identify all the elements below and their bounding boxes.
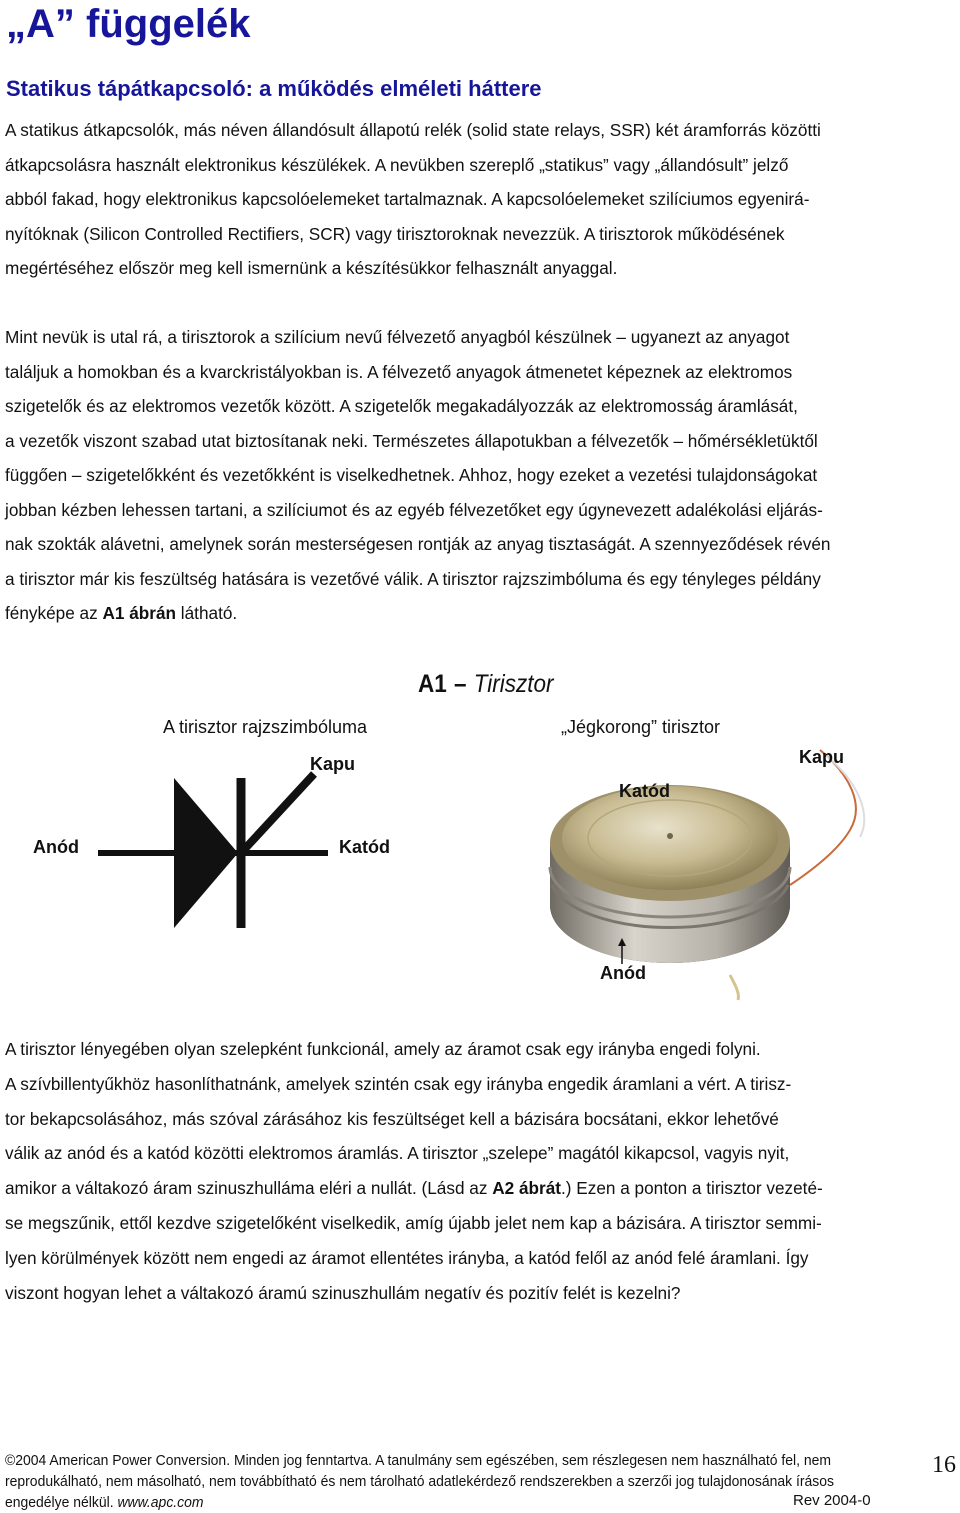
footer-line: reprodukálható, nem másolható, nem továbbítható és nem tárolható adatlekérdező rendszerekben a szerzői jog tulajdonosának írásos bbox=[5, 1473, 834, 1490]
thyristor-symbol-diagram bbox=[88, 760, 348, 930]
text-line: válik az anód és a katód közötti elektromos áramlás. A tirisztor „szelepe” magától kikapcsol, vagyis nyit, bbox=[5, 1143, 790, 1164]
photo-cathode-label: Katód bbox=[619, 781, 670, 801]
text-line: megértéséhez először meg kell ismernünk a készítésükkor felhasznált anyaggal. bbox=[5, 258, 618, 278]
photo-caption: „Jégkorong” tirisztor bbox=[561, 717, 721, 737]
text-line: Mint nevük is utal rá, a tirisztorok a szilícium nevű félvezető anyagból készülnek – ugyanezt az anyagot bbox=[5, 327, 790, 347]
text-run: amikor a váltakozó áram szinuszhulláma eléri a nullát. (Lásd az bbox=[5, 1178, 493, 1199]
photo-gate-label: Kapu bbox=[799, 747, 844, 767]
figure-dash: – bbox=[453, 670, 467, 698]
puck-center-hole bbox=[667, 833, 673, 839]
footer-line: ©2004 American Power Conversion. Minden jog fenntartva. A tanulmány sem egészében, sem részlegesen nem használható fel, nem bbox=[5, 1452, 832, 1469]
revision-label: Rev 2004-0 bbox=[793, 1492, 871, 1509]
text-line: nyítóknak (Silicon Controlled Rectifiers, SCR) vagy tirisztoroknak nevezzük. A tirisztorok működésének bbox=[5, 223, 785, 244]
text-line: abból fakad, hogy elektronikus kapcsolóelemeket tartalmaznak. A kapcsolóelemeket szilíciumos egyenirá- bbox=[5, 189, 810, 209]
symbol-gate-label: Kapu bbox=[310, 754, 355, 774]
figure-number: A1 bbox=[418, 670, 447, 698]
text-line: a tirisztor már kis feszültség hatására is vezetővé válik. A tirisztor rajzszimbóluma és egy tényleges példány bbox=[5, 568, 821, 589]
figure-reference: A2 ábrát bbox=[492, 1178, 561, 1199]
text-line: A tirisztor lényegében olyan szelepként funkcionál, amely az áramot csak egy irányba engedi folyni. bbox=[5, 1039, 761, 1059]
text-line: függően – szigetelőkként és vezetőkként is viselkedhetnek. Ahhoz, hogy ezeket a vezetési tulajdonságokat bbox=[5, 465, 818, 485]
symbol-gate-lead bbox=[241, 774, 314, 853]
page-number: 16 bbox=[932, 1452, 956, 1478]
anode-lead bbox=[730, 975, 738, 1000]
figure-reference: A1 ábrán bbox=[102, 603, 177, 623]
symbol-caption: A tirisztor rajzszimbóluma bbox=[163, 717, 368, 737]
text-line: átkapcsolásra használt elektronikus készülékek. A nevükben szereplő „statikus” vagy „állandósult” jelző bbox=[5, 154, 789, 175]
text-line bbox=[5, 1171, 960, 1206]
text-line: jobban kézben lehessen tartani, a szilíciumot és az egyéb félvezetőket egy úgynevezett adalékolási eljárás- bbox=[5, 499, 823, 520]
footer-copyright bbox=[5, 1450, 885, 1513]
text-line: szigetelők és az elektromos vezetők között. A szigetelők megakadályozzák az elektromosság áramlását, bbox=[5, 396, 798, 416]
appendix-title: „A” függelék bbox=[6, 2, 251, 46]
footer-text: engedélye nélkül. bbox=[5, 1494, 118, 1511]
up-arrow-icon bbox=[614, 937, 630, 965]
text-run: látható. bbox=[176, 603, 238, 623]
footer-url-link[interactable]: www.apc.com bbox=[117, 1494, 204, 1511]
symbol-anode-label: Anód bbox=[33, 837, 79, 857]
paragraph-valve bbox=[5, 1032, 960, 1310]
text-line: A szívbillentyűkhöz hasonlíthatnánk, amelyek szintén csak egy irányba engedik áramlani a vért. A tirisz- bbox=[5, 1073, 792, 1094]
gate-wire bbox=[790, 750, 856, 885]
symbol-triangle bbox=[174, 778, 238, 928]
figure-name: Tirisztor bbox=[473, 670, 554, 698]
section-subtitle: Statikus tápátkapcsoló: a működés elméleti háttere bbox=[6, 76, 542, 101]
text-run: .) Ezen a ponton a tirisztor vezeté- bbox=[560, 1178, 823, 1199]
text-line: A statikus átkapcsolók, más néven állandósult állapotú relék (solid state relays, SSR) két áramforrás közötti bbox=[5, 120, 821, 140]
text-line bbox=[5, 596, 960, 631]
text-line: se megszűnik, ettől kezdve szigetelőként viselkedik, amíg újabb jelet nem kap a bázisára. A tirisztor semmi- bbox=[5, 1212, 822, 1233]
text-line: lyen körülmények között nem engedi az áramot ellentétes irányba, a katód felől az anód felé áramlani. Így bbox=[5, 1247, 809, 1268]
text-line: nak szokták alávetni, amelynek során mesterségesen rontják az anyag tisztaságát. A szennyeződések révén bbox=[5, 534, 831, 554]
text-line: találjuk a homokban és a kvarckristályokban is. A félvezető anyagok átmenetet képeznek az elektromos bbox=[5, 361, 793, 382]
hockey-puck-thyristor-photo bbox=[520, 735, 880, 1005]
text-line: a vezetők viszont szabad utat biztosítanak neki. Természetes állapotukban a félvezetők – hőmérsékletüktől bbox=[5, 430, 818, 451]
symbol-cathode-label: Katód bbox=[339, 837, 390, 857]
paragraph-semiconductor bbox=[5, 320, 960, 631]
photo-anode-label: Anód bbox=[600, 963, 646, 983]
footer-line bbox=[5, 1492, 823, 1513]
text-line: viszont hogyan lehet a váltakozó áramú szinuszhullám negatív és pozitív felét is kezelni? bbox=[5, 1282, 681, 1303]
figure-title bbox=[418, 670, 553, 699]
text-line: tor bekapcsolásához, más szóval zárásához kis feszültséget kell a bázisára bocsátani, ekkor lehetővé bbox=[5, 1108, 779, 1129]
paragraph-intro bbox=[5, 113, 960, 286]
text-run: fényképe az bbox=[5, 603, 103, 623]
